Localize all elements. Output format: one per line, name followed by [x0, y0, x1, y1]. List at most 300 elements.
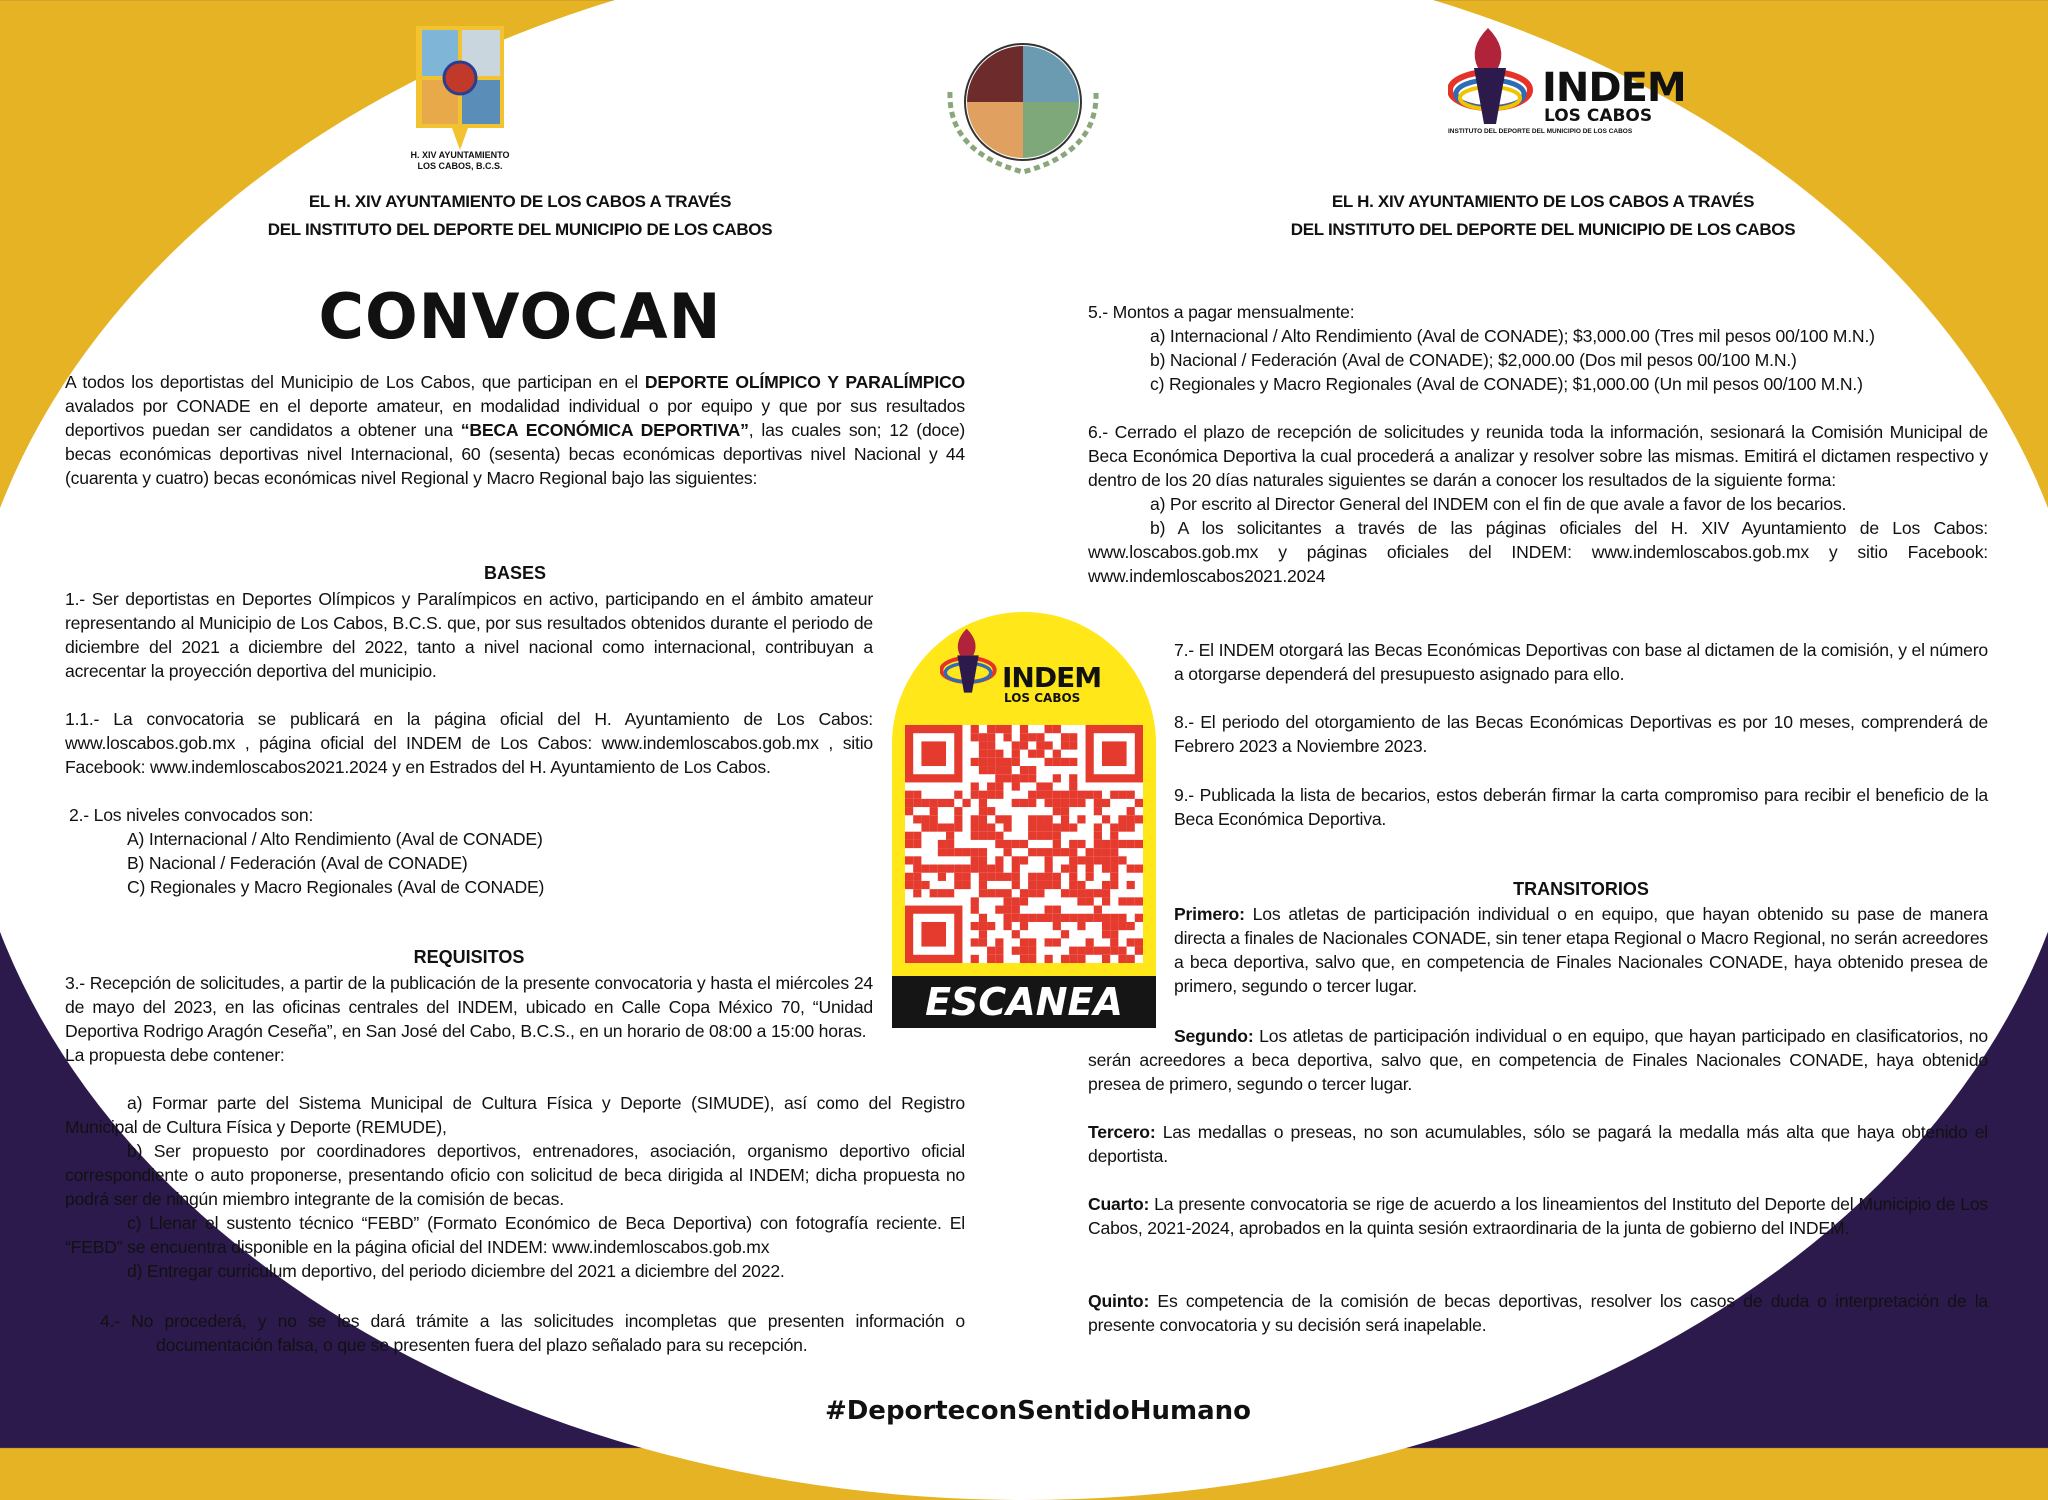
qr-module: [979, 930, 987, 938]
transitorio-text: Las medallas o preseas, no son acumulables, sólo se pagará la medalla más alta que haya obtenido el deportista.: [1088, 1122, 1988, 1166]
propuesta-label: La propuesta debe contener:: [65, 1045, 285, 1065]
qr-module: [979, 823, 987, 831]
qr-module: [946, 840, 954, 848]
qr-module: [1118, 840, 1126, 848]
qr-module: [938, 889, 946, 897]
qr-module: [1069, 856, 1077, 864]
qr-module: [987, 947, 995, 955]
qr-module: [1110, 823, 1118, 831]
qr-module: [938, 799, 946, 807]
qr-module: [995, 782, 1003, 790]
qr-module: [946, 799, 954, 807]
qr-module: [979, 758, 987, 766]
qr-module: [995, 774, 1003, 782]
qr-module: [938, 865, 946, 873]
qr-module: [1045, 791, 1053, 799]
qr-module: [987, 832, 995, 840]
base-1: 1.- Ser deportistas en Deportes Olímpicos y Paralímpicos en activo, participando en el ámbito amateur representando al Municipio de Los Cabos, B.C.S. que, por sus resultados obtenidos durante el periodo de diciembre del 2021 a diciembre del 2022, tanto a nivel nacional como internacional, contribuyan a acrecentar la proyección deportiva del municipio.: [65, 589, 873, 681]
qr-module: [905, 873, 913, 881]
qr-module: [1036, 741, 1044, 749]
qr-module: [1094, 823, 1102, 831]
qr-module: [1110, 840, 1118, 848]
qr-module: [1045, 725, 1053, 733]
qr-module: [1086, 947, 1094, 955]
transitorio-text: Es competencia de la comisión de becas deportivas, resolver los casos de duda o interpretación de la presente convocatoria y su decisión será inapelable.: [1088, 1291, 1988, 1335]
qr-module: [971, 782, 979, 790]
qr-module: [1077, 914, 1085, 922]
qr-module: [1094, 807, 1102, 815]
qr-module: [995, 947, 1003, 955]
qr-module: [1086, 873, 1094, 881]
qr-module: [1053, 758, 1061, 766]
qr-module: [979, 922, 987, 930]
qr-module: [979, 832, 987, 840]
qr-module: [1110, 865, 1118, 873]
qr-module: [1028, 791, 1036, 799]
qr-module: [1012, 897, 1020, 905]
qr-module: [938, 823, 946, 831]
qr-module: [954, 873, 962, 881]
qr-module: [1069, 914, 1077, 922]
qr-module: [1061, 848, 1069, 856]
qr-module: [1118, 922, 1126, 930]
qr-module: [1069, 840, 1077, 848]
qr-module: [1135, 840, 1143, 848]
header-line: EL H. XIV AYUNTAMIENTO DE LOS CABOS A TRAVÉS: [1331, 192, 1755, 211]
requisito-3-text: 3.- Recepción de solicitudes, a partir de la publicación de la presente convocatoria y hasta el miércoles 24 de mayo del 2023, en las oficinas centrales del INDEM, ubicado en Calle Copa México 70, “Unidad Deportiva Rodrigo Aragón Ceseña”, en San José del Cabo, B.C.S., en un horario de 08:00 a 15:00 horas.: [65, 973, 873, 1041]
intro-bold: “BECA ECONÓMICA DEPORTIVA”: [460, 420, 749, 440]
qr-module: [1102, 865, 1110, 873]
qr-module: [913, 865, 921, 873]
qr-module: [1094, 799, 1102, 807]
qr-module: [987, 865, 995, 873]
qr-module: [971, 725, 979, 733]
qr-module: [921, 823, 929, 831]
qr-module: [1053, 914, 1061, 922]
qr-module: [1061, 955, 1069, 963]
qr-module: [1118, 897, 1126, 905]
qr-module: [1003, 914, 1011, 922]
qr-module: [1003, 897, 1011, 905]
qr-module: [1069, 782, 1077, 790]
montos-title: 5.- Montos a pagar mensualmente:: [1088, 302, 1355, 322]
qr-module: [1053, 774, 1061, 782]
qr-module: [1135, 815, 1143, 823]
qr-code[interactable]: [905, 725, 1143, 963]
qr-module: [971, 758, 979, 766]
qr-module: [1012, 774, 1020, 782]
qr-module: [1094, 840, 1102, 848]
qr-module: [995, 725, 1003, 733]
qr-module: [1053, 807, 1061, 815]
base-6-item: a) Por escrito al Director General del INDEM con el fin de que avale a favor de los becarios.: [1150, 494, 1847, 514]
qr-module: [987, 741, 995, 749]
transitorio-text: La presente convocatoria se rige de acuerdo a los lineamientos del Instituto del Deporte del Municipio de Los Cabos, 2021-2024, aprobados en la quinta sesión extraordinaria de la junta de gobierno del INDEM.: [1088, 1194, 1988, 1238]
qr-module: [1003, 848, 1011, 856]
indem-logo: [940, 622, 1120, 722]
qr-module: [1012, 741, 1020, 749]
indem-logo: [1448, 28, 1686, 140]
indem-logo-subtext: LOS CABOS: [1544, 106, 1653, 126]
qr-module: [1094, 947, 1102, 955]
qr-module: [930, 815, 938, 823]
qr-module: [1020, 741, 1028, 749]
qr-module: [1086, 938, 1094, 946]
intro-text: avalados por CONADE en el deporte amateur, en modalidad individual o por equipo y que por sus resultados deportivos puedan ser candidatos a obtener una: [65, 396, 965, 440]
qr-module: [921, 881, 929, 889]
qr-module: [1127, 840, 1135, 848]
qr-module: [1061, 733, 1069, 741]
qr-module: [1036, 733, 1044, 741]
qr-module: [1110, 922, 1118, 930]
qr-module: [954, 848, 962, 856]
qr-module: [1061, 930, 1069, 938]
qr-module: [1036, 848, 1044, 856]
qr-module: [1061, 914, 1069, 922]
qr-module: [1020, 938, 1028, 946]
qr-module: [1127, 815, 1135, 823]
qr-module: [995, 906, 1003, 914]
transitorio-segundo: [1088, 1024, 1988, 1096]
indem-logo-subtext: LOS CABOS: [1004, 691, 1081, 705]
qr-module: [995, 840, 1003, 848]
qr-module: [1135, 914, 1143, 922]
qr-module: [913, 799, 921, 807]
qr-module: [971, 906, 979, 914]
qr-module: [995, 750, 1003, 758]
qr-module: [905, 791, 913, 799]
qr-module: [995, 955, 1003, 963]
base-2-text: 2.- Los niveles convocados son:: [69, 805, 314, 825]
qr-module: [1102, 955, 1110, 963]
qr-module: [1069, 799, 1077, 807]
transitorio-quinto: [1088, 1289, 1988, 1337]
qr-module: [971, 791, 979, 799]
qr-module: [1020, 840, 1028, 848]
qr-module: [1135, 799, 1143, 807]
qr-module: [905, 881, 913, 889]
qr-module: [1110, 930, 1118, 938]
qr-module: [1036, 750, 1044, 758]
qr-module: [938, 848, 946, 856]
qr-module: [1077, 922, 1085, 930]
qr-module: [1053, 848, 1061, 856]
qr-module: [930, 799, 938, 807]
transitorio-text: Los atletas de participación individual o en equipo, que hayan obtenido su pase de manera directa a finales de Nacionales CONADE, sin tener etapa Regional o Macro Regional, no serán acreedores a beca deportiva, salvo que, en competencia de Finales Nacionales CONADE, haya obtenido presea de primero, segundo o tercer lugar.: [1174, 904, 1988, 996]
qr-module: [1118, 947, 1126, 955]
qr-module: [1045, 758, 1053, 766]
qr-module: [987, 758, 995, 766]
qr-module: [1061, 889, 1069, 897]
transitorio-label: Cuarto:: [1088, 1194, 1150, 1214]
qr-module: [962, 881, 970, 889]
level-item: B) Nacional / Federación (Aval de CONADE): [127, 853, 468, 873]
qr-module: [1069, 947, 1077, 955]
qr-module: [1036, 791, 1044, 799]
qr-module: [1069, 848, 1077, 856]
qr-module: [1012, 930, 1020, 938]
qr-module: [1012, 750, 1020, 758]
qr-module: [1086, 889, 1094, 897]
qr-module: [1036, 815, 1044, 823]
qr-module: [1036, 832, 1044, 840]
qr-module: [1028, 873, 1036, 881]
qr-module: [987, 733, 995, 741]
qr-module: [1045, 782, 1053, 790]
qr-module: [1102, 840, 1110, 848]
qr-code-graphic: [905, 725, 1143, 963]
qr-module: [1053, 840, 1061, 848]
qr-module: [1012, 914, 1020, 922]
qr-module: [913, 881, 921, 889]
qr-module: [1003, 733, 1011, 741]
qr-module: [1036, 782, 1044, 790]
qr-module: [987, 766, 995, 774]
qr-module: [1127, 807, 1135, 815]
qr-finder-center: [921, 741, 946, 766]
qr-module: [995, 832, 1003, 840]
qr-module: [1020, 799, 1028, 807]
transitorio-label: Tercero:: [1088, 1122, 1156, 1142]
qr-module: [1053, 725, 1061, 733]
qr-module: [1045, 865, 1053, 873]
qr-module: [1012, 881, 1020, 889]
qr-module: [987, 823, 995, 831]
qr-module: [1012, 840, 1020, 848]
qr-module: [1069, 955, 1077, 963]
qr-module: [1028, 914, 1036, 922]
qr-module: [1045, 955, 1053, 963]
qr-module: [1020, 947, 1028, 955]
qr-module: [995, 938, 1003, 946]
qr-module: [1135, 897, 1143, 905]
qr-module: [1102, 889, 1110, 897]
qr-module: [1069, 889, 1077, 897]
transitorio-tercero: [1088, 1120, 1988, 1168]
qr-module: [1012, 947, 1020, 955]
qr-module: [1086, 856, 1094, 864]
qr-module: [995, 758, 1003, 766]
qr-module: [1077, 955, 1085, 963]
qr-module: [954, 881, 962, 889]
qr-module: [1094, 906, 1102, 914]
requisitos-heading: REQUISITOS: [413, 947, 525, 967]
qr-module: [971, 865, 979, 873]
intro-text: A todos los deportistas del Municipio de Los Cabos, que participan en el: [65, 372, 645, 392]
qr-module: [1012, 906, 1020, 914]
qr-module: [1086, 848, 1094, 856]
qr-module: [1110, 881, 1118, 889]
qr-module: [1102, 897, 1110, 905]
page-title: CONVOCAN: [318, 280, 722, 353]
qr-module: [946, 848, 954, 856]
ayuntamiento-coat-of-arms-logo: [412, 24, 508, 144]
qr-module: [987, 807, 995, 815]
qr-module: [987, 782, 995, 790]
qr-module: [1028, 947, 1036, 955]
indem-logo-text: INDEM: [1002, 661, 1102, 694]
qr-module: [1020, 774, 1028, 782]
qr-module: [1028, 889, 1036, 897]
qr-module: [1127, 881, 1135, 889]
qr-module: [1020, 766, 1028, 774]
qr-module: [971, 955, 979, 963]
qr-module: [1077, 799, 1085, 807]
propuesta-item: b) Ser propuesto por coordinadores deportivos, entrenadores, asociación, organismo deportivo oficial correspondiente o auto proponerse, presentando oficio con solicitud de beca dirigida al INDEM; dicha propuesta no podrá ser de ningún miembro integrante de la comisión de becas.: [65, 1141, 965, 1209]
qr-module: [905, 856, 913, 864]
qr-module: [930, 807, 938, 815]
scan-label: ESCANEA: [892, 976, 1156, 1028]
qr-module: [1069, 741, 1077, 749]
qr-module: [1127, 823, 1135, 831]
transitorio-primero: [1174, 902, 1988, 998]
qr-module: [930, 865, 938, 873]
qr-module: [1061, 791, 1069, 799]
qr-module: [979, 766, 987, 774]
level-item: A) Internacional / Alto Rendimiento (Aval de CONADE): [127, 829, 543, 849]
qr-module: [954, 791, 962, 799]
base-8: 8.- El periodo del otorgamiento de las Becas Económicas Deportivas es por 10 meses, comprenderá de Febrero 2023 a Noviembre 2023.: [1174, 712, 1988, 756]
qr-module: [1045, 823, 1053, 831]
qr-module: [979, 938, 987, 946]
qr-module: [1003, 774, 1011, 782]
qr-module: [1077, 840, 1085, 848]
qr-module: [1003, 815, 1011, 823]
qr-module: [995, 873, 1003, 881]
qr-module: [962, 799, 970, 807]
qr-module: [1077, 889, 1085, 897]
qr-module: [1003, 873, 1011, 881]
qr-module: [1028, 938, 1036, 946]
qr-module: [1061, 741, 1069, 749]
qr-module: [979, 848, 987, 856]
base-9: 9.- Publicada la lista de becarios, estos deberán firmar la carta compromiso para recibir el beneficio de la Beca Económica Deportiva.: [1174, 785, 1988, 829]
qr-module: [1127, 897, 1135, 905]
qr-module: [913, 840, 921, 848]
qr-module: [1094, 914, 1102, 922]
qr-module: [1003, 766, 1011, 774]
qr-module: [954, 823, 962, 831]
right-header: [1203, 188, 1883, 244]
qr-module: [1061, 865, 1069, 873]
qr-module: [1127, 938, 1135, 946]
qr-module: [979, 750, 987, 758]
qr-module: [1053, 938, 1061, 946]
qr-module: [1069, 791, 1077, 799]
qr-module: [1069, 823, 1077, 831]
qr-module: [1045, 799, 1053, 807]
qr-module: [1028, 733, 1036, 741]
qr-module: [1086, 897, 1094, 905]
transitorio-label: Quinto:: [1088, 1291, 1150, 1311]
qr-module: [1127, 865, 1135, 873]
qr-module: [1020, 856, 1028, 864]
qr-module: [1094, 889, 1102, 897]
gobierno-seal-logo: [930, 22, 1116, 188]
qr-module: [987, 955, 995, 963]
qr-module: [938, 840, 946, 848]
qr-module: [1094, 832, 1102, 840]
montos-section: [1088, 300, 1988, 396]
qr-module: [1077, 791, 1085, 799]
qr-module: [995, 889, 1003, 897]
qr-module: [987, 791, 995, 799]
qr-module: [921, 865, 929, 873]
qr-module: [1118, 955, 1126, 963]
qr-module: [1061, 758, 1069, 766]
qr-module: [1086, 791, 1094, 799]
qr-module: [1036, 873, 1044, 881]
qr-module: [905, 832, 913, 840]
qr-module: [1061, 799, 1069, 807]
intro-text: , las cuales son; 12 (doce) becas económicas deportivas nivel Internacional, 60 (sesenta) becas económicas deportivas nivel Nacional y 44 (cuarenta y cuatro) becas económicas nivel Regional y Macro Regional bajo las siguientes:: [65, 420, 965, 488]
qr-finder-center: [1102, 741, 1127, 766]
qr-module: [971, 856, 979, 864]
qr-module: [979, 799, 987, 807]
qr-module: [971, 733, 979, 741]
qr-module: [1127, 922, 1135, 930]
qr-module: [930, 889, 938, 897]
qr-module: [979, 914, 987, 922]
left-header: [180, 188, 860, 244]
header-line: DEL INSTITUTO DEL DEPORTE DEL MUNICIPIO DE LOS CABOS: [267, 220, 773, 239]
qr-module: [1045, 856, 1053, 864]
qr-module: [946, 832, 954, 840]
qr-module: [1102, 922, 1110, 930]
qr-module: [1102, 930, 1110, 938]
qr-module: [1045, 832, 1053, 840]
qr-module: [1127, 791, 1135, 799]
qr-module: [1012, 758, 1020, 766]
qr-module: [979, 741, 987, 749]
qr-module: [1045, 938, 1053, 946]
qr-module: [1110, 873, 1118, 881]
base-7: 7.- El INDEM otorgará las Becas Económicas Deportivas con base al dictamen de la comisión, y el número a otorgarse dependerá del presupuesto asignado para ello.: [1174, 640, 1988, 684]
qr-module: [1110, 832, 1118, 840]
qr-module: [987, 725, 995, 733]
qr-module: [1028, 815, 1036, 823]
qr-module: [946, 889, 954, 897]
qr-module: [1102, 914, 1110, 922]
qr-module: [1077, 897, 1085, 905]
qr-card[interactable]: [892, 612, 1156, 1028]
transitorio-text: Los atletas de participación individual o en equipo, que hayan participado en clasificatorios, no serán acreedores a beca deportiva, salvo que, en competencia de Finales Nacionales CONADE, haya obtenido presea de primero, segundo o tercer lugar.: [1088, 1026, 1988, 1094]
qr-module: [971, 848, 979, 856]
propuesta-item: a) Formar parte del Sistema Municipal de Cultura Física y Deporte (SIMUDE), así como del Registro Municipal de Cultura Física y Deporte (REMUDE),: [65, 1093, 965, 1137]
qr-module: [1003, 758, 1011, 766]
qr-module: [1012, 799, 1020, 807]
qr-module: [1053, 799, 1061, 807]
qr-module: [971, 823, 979, 831]
hashtag: #DeporteconSentidoHumano: [824, 1396, 1252, 1426]
qr-module: [1003, 840, 1011, 848]
qr-module: [913, 889, 921, 897]
qr-module: [1036, 914, 1044, 922]
qr-module: [962, 865, 970, 873]
qr-module: [1003, 725, 1011, 733]
qr-module: [979, 807, 987, 815]
qr-module: [1036, 823, 1044, 831]
qr-module: [1003, 922, 1011, 930]
qr-module: [1094, 856, 1102, 864]
qr-module: [971, 815, 979, 823]
qr-module: [1028, 750, 1036, 758]
qr-module: [1061, 815, 1069, 823]
qr-module: [1135, 947, 1143, 955]
qr-module: [1069, 758, 1077, 766]
qr-module: [1110, 938, 1118, 946]
qr-module: [1061, 823, 1069, 831]
